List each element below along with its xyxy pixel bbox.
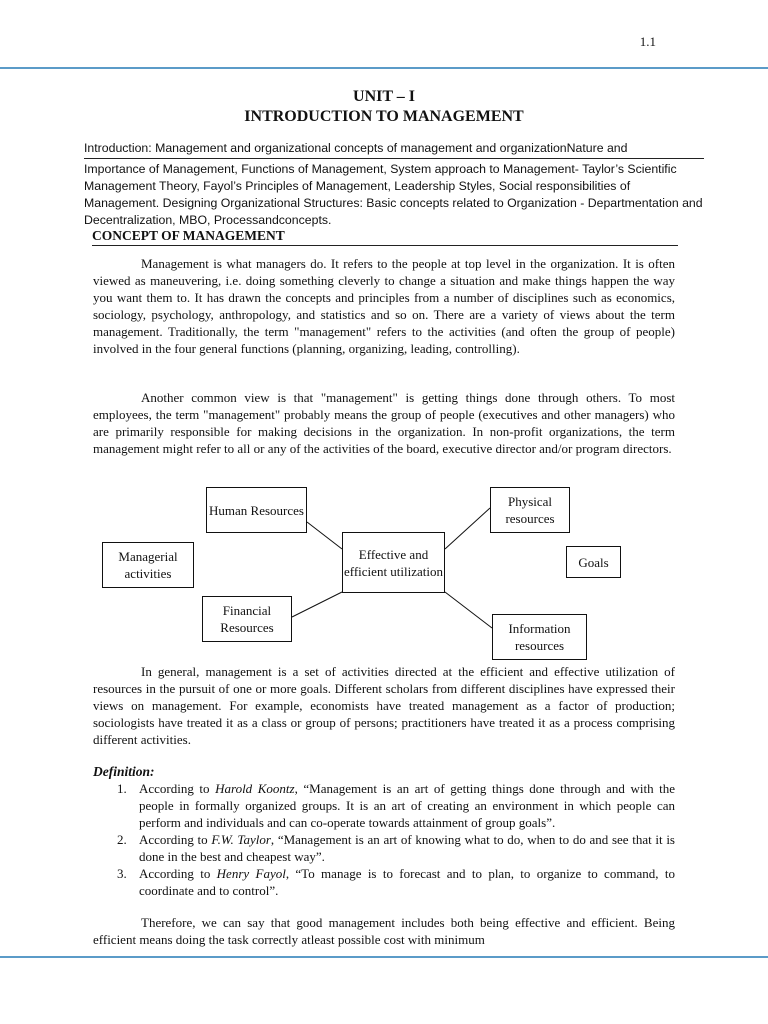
connector-physical (445, 508, 490, 549)
connector-financial (292, 592, 342, 617)
definition-number: 3. (117, 866, 127, 881)
definition-prefix: According to (139, 832, 212, 847)
box-financial-resources: Financial Resources (202, 596, 292, 642)
box-goals: Goals (566, 546, 621, 578)
definition-item (93, 865, 675, 899)
definitions-list (93, 780, 675, 899)
intro-rest: Importance of Management, Functions of Management, System approach to Management- Taylor’s Scientific Management Theory, Fayol’s Principles of Management, Leadership Styles, Social responsibilities of Management. Designing Organizational Structures: Basic concepts related to Organization - Departmentation and Decentralization, MBO, Processandconcepts. (84, 162, 703, 227)
paragraph-4: Therefore, we can say that good management includes both being effective and efficient. Being efficient means doing the task correctly atleast possible cost with minimum (93, 915, 675, 947)
paragraph-3: In general, management is a set of activities directed at the efficient and effective utilization of resources in the pursuit of one or more goals. Different scholars from different disciplines have expressed their views on management. For example, economists have treated management as a factor of production; sociologists have treated it as a class or group of persons; practitioners have treated it as a process comprising different activities. (93, 664, 675, 747)
definition-author: Henry Fayol (216, 866, 286, 881)
connector-information (445, 592, 492, 628)
unit-title: UNIT – I (353, 88, 415, 105)
definition-prefix: According to (139, 781, 216, 796)
definition-text: , “To manage is to forecast and to plan, to organize to command, to coordinate and to control”. (139, 866, 676, 898)
definition-number: 2. (117, 832, 127, 847)
definition-heading: Definition: (93, 764, 155, 779)
section-heading: CONCEPT OF MANAGEMENT (92, 228, 678, 246)
box-physical-resources: Physical resources (490, 487, 570, 533)
definition-author: Harold Koontz (215, 781, 295, 796)
box-information-resources: Information resources (492, 614, 587, 660)
connector-human (307, 522, 342, 549)
definition-text: , “Management is an art of getting things done through and with the people in formally organized groups. It is an art of creating an environment in which people can perform and individuals and can co-operate towards attainment of group goals”. (139, 781, 676, 830)
definition-item (93, 780, 675, 831)
paragraph-1: Management is what managers do. It refers to the people at top level in the organization. It is often viewed as maneuvering, i.e. doing something cleverly to change a situation and make things happen the way you want them to. It has drawn the concepts and principles from a number of disciplines such as economics, sociology, psychology, anthropology, and statistics and so on. There are a variety of views about the term management. Traditionally, the term "management" refers to the activities (and often the group of people) involved in the four general functions (planning, organizing, leading, controlling). (93, 256, 675, 356)
definition-text: , “Management is an art of knowing what to do, when to do and see that it is done in the best and cheapest way”. (139, 832, 675, 864)
box-effective-efficient-utilization: Effective and efficient utilization (342, 532, 445, 593)
unit-subtitle: INTRODUCTION TO MANAGEMENT (244, 108, 524, 125)
box-managerial-activities: Managerial activities (102, 542, 194, 588)
page-number: 1.1 (639, 34, 656, 49)
intro-first-line: Introduction: Management and organizational concepts of management and organizationNature and (84, 140, 704, 159)
box-human-resources: Human Resources (206, 487, 307, 533)
definition-author: F.W. Taylor (211, 832, 271, 847)
definition-prefix: According to (139, 866, 217, 881)
paragraph-2: Another common view is that "management" is getting things done through others. To most employees, the term "management" probably means the group of people (executives and other managers) who are primarily responsible for making decisions in the organization. In non-profit organizations, the term management might refer to all or any of the activities of the board, executive director and/or program directors. (93, 390, 675, 456)
definition-item (93, 831, 675, 865)
definition-number: 1. (117, 781, 127, 796)
